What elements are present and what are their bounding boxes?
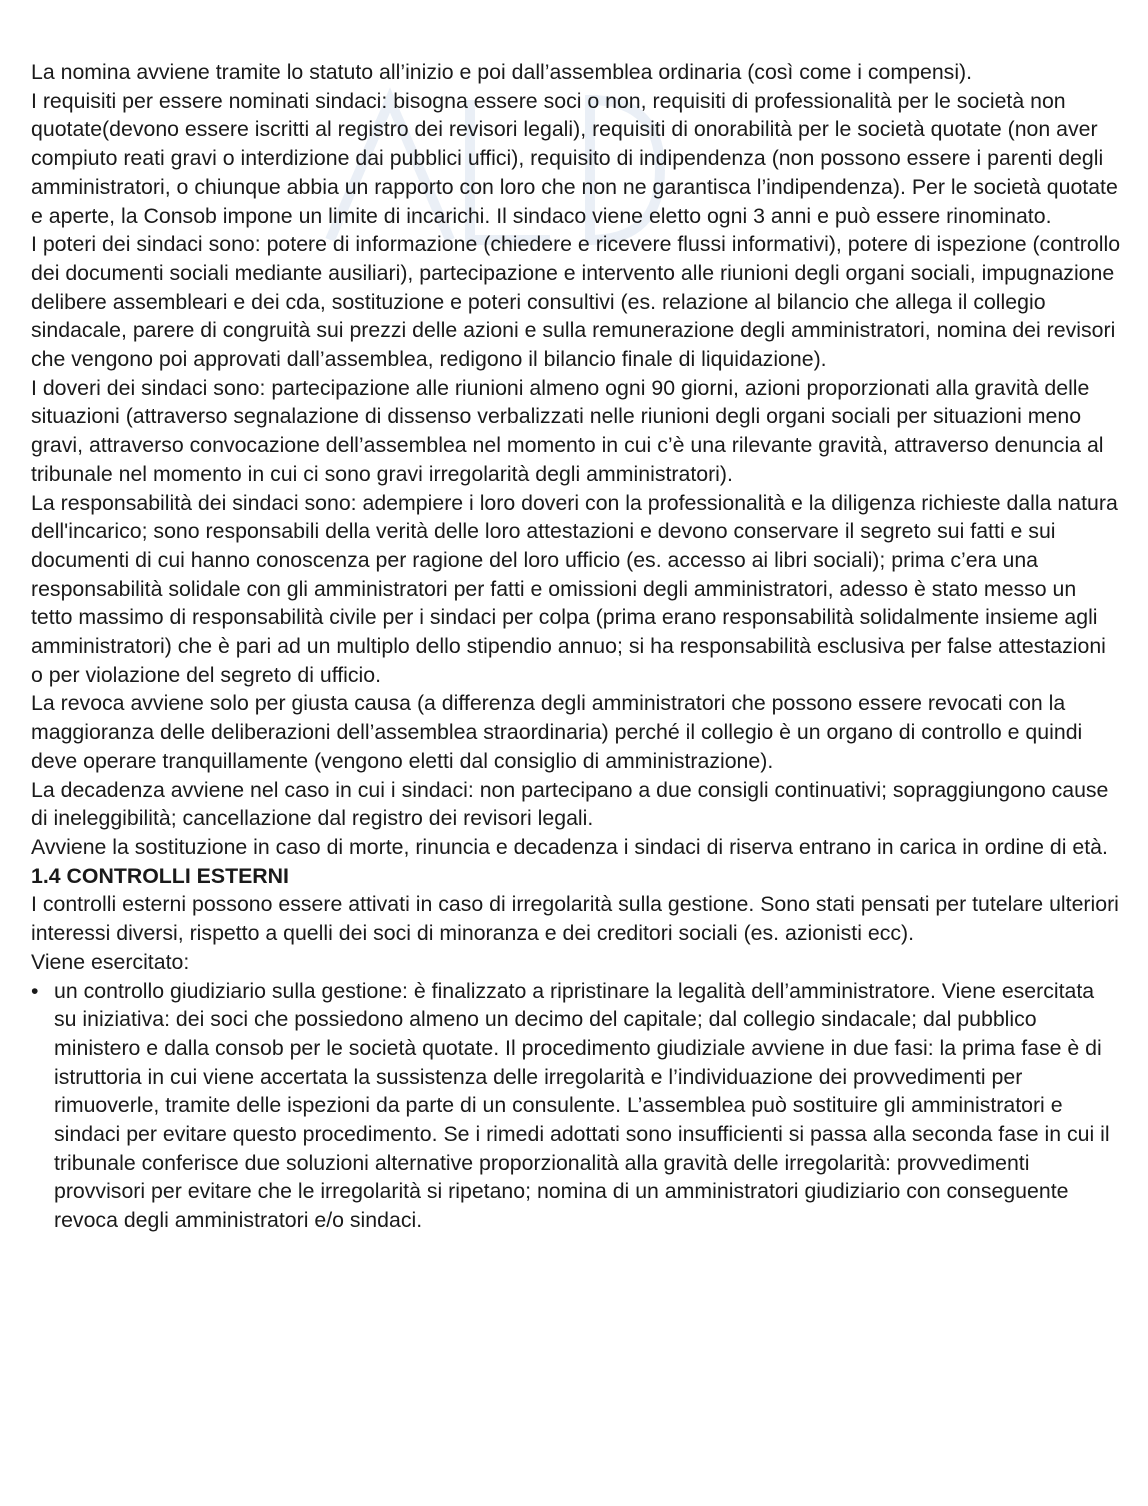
document-page — [31, 58, 1121, 1235]
paragraph-decadenza: La decadenza avviene nel caso in cui i sindaci: non partecipano a due consigli continuativi; sopraggiungono cause di ineleggibilità; cancellazione dal registro dei revisori legali. — [31, 777, 1109, 831]
section-intro: I controlli esterni possono essere attivati in caso di irregolarità sulla gestione. Sono stati pensati per tutelare ulteriori interessi diversi, rispetto a quelli dei soci di minoranza e dei creditori sociali (es. azionisti ecc). — [31, 892, 1119, 946]
paragraph-responsabilita: La responsabilità dei sindaci sono: adempiere i loro doveri con la professionalità e la diligenza richieste dalla natura dell'incarico; sono responsabili della verità delle loro attestazioni e devono conservare il segreto sui fatti e sui documenti di cui hanno conoscenza per ragione del loro ufficio (es. accesso ai libri sociali); prima c’era una responsabilità solidale con gli amministratori per fatti e omissioni degli amministratori, adesso è stato messo un tetto massimo di responsabilità civile per i sindaci per colpa (prima erano responsabilità solidalmente insieme agli amministratori) che è pari ad un multiplo dello stipendio annuo; si ha responsabilità esclusiva per false attestazioni o per violazione del segreto di ufficio. — [31, 490, 1118, 687]
paragraph-doveri: I doveri dei sindaci sono: partecipazione alle riunioni almeno ogni 90 giorni, azioni proporzionati alla gravità delle situazioni (attraverso segnalazione di dissenso verbalizzati nelle riunioni degli organi sociali per situazioni meno gravi, attraverso convocazione dell’assemblea nel momento in cui c’è una rilevante gravità, attraverso denuncia al tribunale nel momento in cui ci sono gravi irregolarità degli amministratori). — [31, 375, 1104, 486]
paragraph-revoca: La revoca avviene solo per giusta causa (a differenza degli amministratori che possono essere revocati con la maggioranza delle deliberazioni dell’assemblea straordinaria) perché il collegio è un organo di controllo e quindi deve operare tranquillamente (vengono eletti dal consiglio di amministrazione). — [31, 691, 1083, 773]
bullet-icon: • — [31, 978, 39, 1003]
list-item — [31, 977, 1121, 1235]
paragraph-nomina: La nomina avviene tramite lo statuto all’inizio e poi dall’assemblea ordinaria (così come i compensi). — [31, 60, 973, 84]
list-item-text: un controllo giudiziario sulla gestione: è finalizzato a ripristinare la legalità dell’amministratore. Viene esercitata su iniziativa: dei soci che possiedono almeno un decimo del capitale; dal collegio sindacale; dal pubblico ministero e dalla consob per le società quotate. Il procedimento giudiziale avviene in due fasi: la prima fase è di istruttoria in cui viene accertata la sussistenza delle irregolarità e l’individuazione dei provvedimenti per rimuoverle, tramite delle ispezioni da parte di un consulente. L’assemblea può sostituire gli amministratori e sindaci per evitare questo procedimento. Se i rimedi adottati sono insufficienti si passa alla seconda fase in cui il tribunale conferisce due soluzioni alternative proporzionalità alla gravità delle irregolarità: provvedimenti provvisori per evitare che le irregolarità si ripetano; nomina di un amministratori giudiziario con conseguente revoca degli amministratori e/o sindaci. — [54, 978, 1110, 1233]
paragraph-poteri: I poteri dei sindaci sono: potere di informazione (chiedere e ricevere flussi informativi), potere di ispezione (controllo dei documenti sociali mediante ausiliari), partecipazione e intervento alle riunioni degli organi sociali, impugnazione delibere assembleari e dei cda, sostituzione e poteri consultivi (es. relazione al bilancio che allega il collegio sindacale, parere di congruità sui prezzi delle azioni e sulla remunerazione degli amministratori, nomina dei revisori che vengono poi approvati dall’assemblea, redigono il bilancio finale di liquidazione). — [31, 232, 1121, 372]
section-lead: Viene esercitato: — [31, 949, 190, 974]
paragraph-requisiti: I requisiti per essere nominati sindaci: bisogna essere soci o non, requisiti di professionalità per le società non quotate(devono essere iscritti al registro dei revisori legali), requisiti di onorabilità per le società quotate (non aver compiuto reati gravi o interdizione dai pubblici uffici), requisito di indipendenza (non possono essere i parenti degli amministratori, o chiunque abbia un rapporto con loro che non ne garantisca l’indipendenza). Per le società quotate e aperte, la Consob impone un limite di incarichi. Il sindaco viene eletto ogni 3 anni e può essere rinominato. — [31, 88, 1118, 228]
section-heading: 1.4 CONTROLLI ESTERNI — [31, 863, 289, 888]
paragraph-sostituzione: Avviene la sostituzione in caso di morte, rinuncia e decadenza i sindaci di riserva entrano in carica in ordine di età. — [31, 834, 1108, 859]
